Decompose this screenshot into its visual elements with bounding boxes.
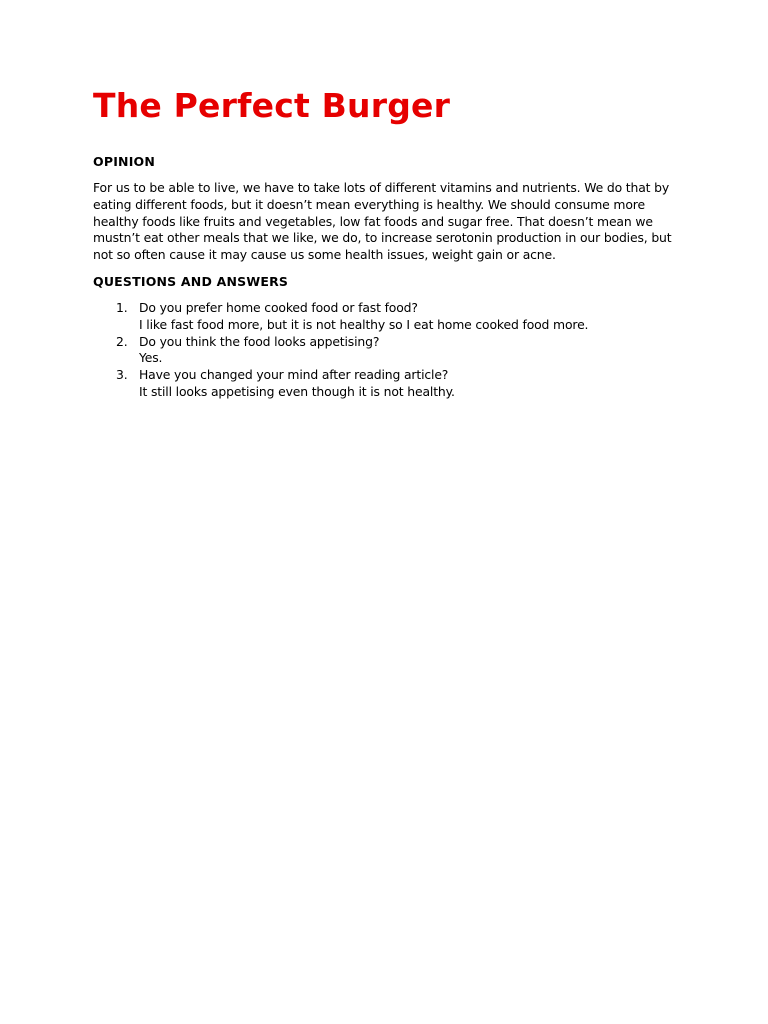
qa-question: Have you changed your mind after reading article?: [139, 367, 449, 383]
qa-question: Do you think the food looks appetising?: [139, 333, 380, 349]
qa-heading: QUESTIONS AND ANSWERS: [93, 273, 289, 289]
qa-number: 2.: [116, 333, 128, 349]
opinion-heading: OPINION: [93, 154, 156, 169]
document-page: [93, 86, 677, 401]
qa-item-2: [93, 334, 677, 368]
qa-item-3: [93, 367, 677, 401]
qa-list: [93, 300, 677, 401]
qa-item-1: [93, 300, 677, 334]
qa-number: 3.: [116, 367, 128, 383]
page-title: The Perfect Burger: [93, 86, 451, 125]
qa-answer: I like fast food more, but it is not healthy so I eat home cooked food more.: [139, 316, 589, 332]
qa-number: 1.: [116, 299, 128, 315]
qa-question: Do you prefer home cooked food or fast food?: [139, 299, 418, 315]
opinion-paragraph: For us to be able to live, we have to take lots of different vitamins and nutrients. We do that by eating different foods, but it doesn’t mean everything is healthy. We should consume more healthy foods like fruits and vegetables, low fat foods and sugar free. That doesn’t mean we mustn’t eat other meals that we like, we do, to increase serotonin production in our bodies, but not so often cause it may cause us some health issues, weight gain or acne.: [93, 180, 672, 263]
qa-answer: Yes.: [139, 350, 163, 366]
qa-answer: It still looks appetising even though it is not healthy.: [139, 383, 455, 399]
